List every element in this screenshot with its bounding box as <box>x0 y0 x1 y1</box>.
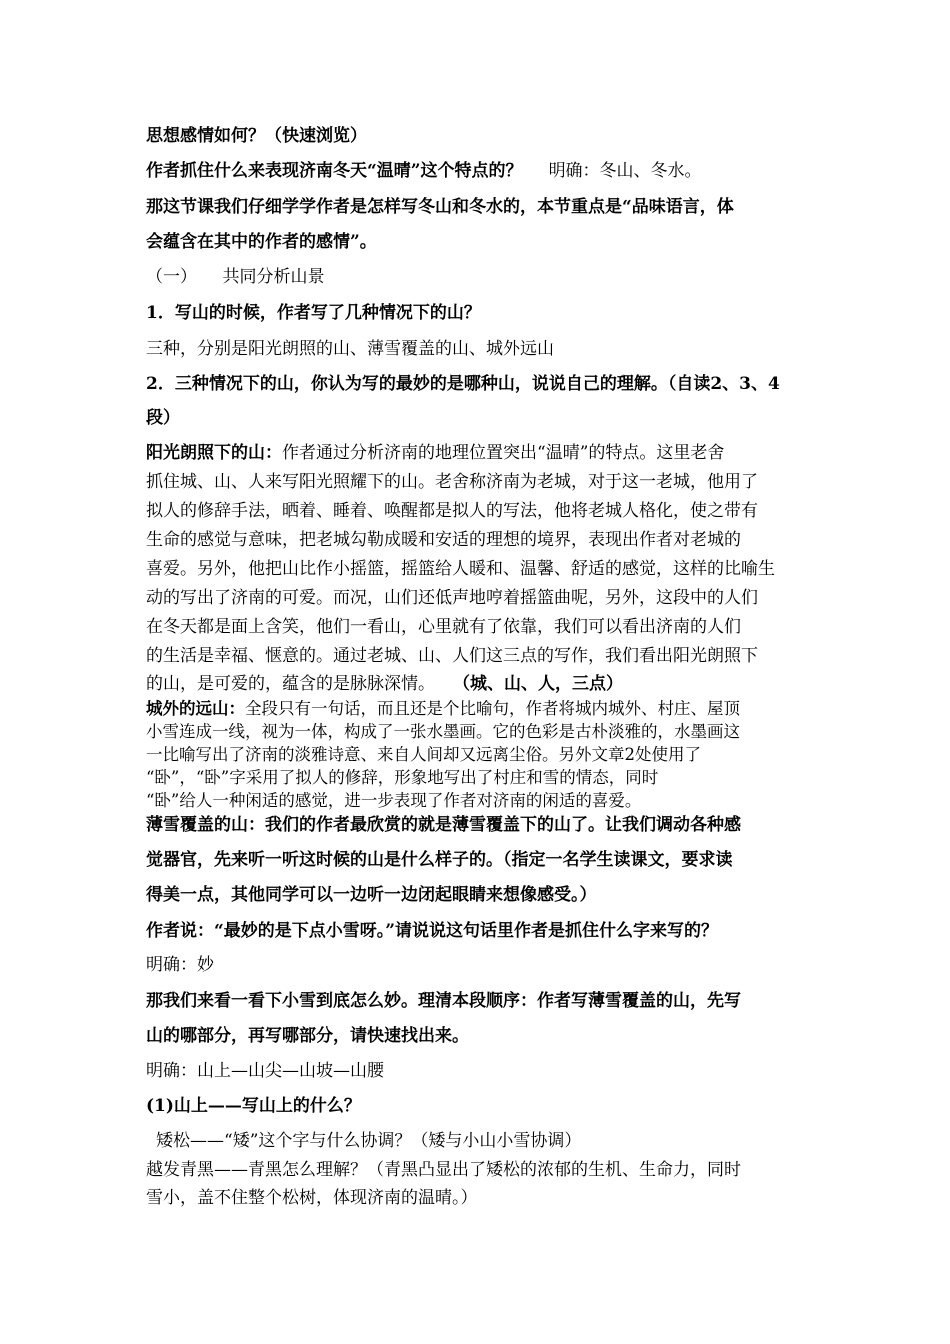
line-q2-cont: 段） <box>146 408 180 428</box>
line-q1: 1．写山的时候，作者写了几种情况下的山？ <box>146 303 481 323</box>
para-sunny-mountain-2: 抓住城、山、人来写阳光照耀下的山。老舍称济南为老城，对于这一老城，他用了 <box>146 472 758 492</box>
para-far-mountain-4: “卧”，“卧”字采用了拟人的修辞，形象地写出了村庄和雪的情态，同时 <box>146 768 659 787</box>
line-answer-miao: 明确：妙 <box>146 955 214 975</box>
line-lesson-focus-2: 会蕴含在其中的作者的感情”。 <box>146 232 377 252</box>
line-qinghei-1: 越发青黑——青黑怎么理解？（青黑凸显出了矮松的浓郁的生机、生命力，同时 <box>146 1160 741 1180</box>
line-q1-answer: 三种，分别是阳光朗照的山、薄雪覆盖的山、城外远山 <box>146 339 554 359</box>
line-q2: 2．三种情况下的山，你认为写的最妙的是哪种山，说说自己的理解。（自读2、3、4 <box>146 374 780 394</box>
para-sunny-mountain-1 <box>146 441 724 465</box>
line-question-feature <box>146 159 702 183</box>
line-lesson-focus-1: 那这节课我们仔细学学作者是怎样写冬山和冬水的，本节重点是“品味语言，体 <box>146 197 734 217</box>
line-order-question-2: 山的哪部分，再写哪部分，请快速找出来。 <box>146 1026 469 1046</box>
line-order-question-1: 那我们来看一看下小雪到底怎么妙。理清本段顺序：作者写薄雪覆盖的山，先写 <box>146 991 741 1011</box>
para-far-text: 全段只有一句话，而且还是个比喻句，作者将城内城外、村庄、屋顶 <box>245 699 740 718</box>
line-dwarf-pine: 矮松——“矮”这个字与什么协调？（矮与小山小雪协调） <box>156 1131 582 1151</box>
para-sunny-text: 作者通过分析济南的地理位置突出“温晴”的特点。这里老舍 <box>282 443 725 463</box>
para-sunny-mountain-9 <box>146 672 623 696</box>
para-sunny-heading: 阳光朗照下的山： <box>146 443 282 463</box>
line-author-quote: 作者说：“最妙的是下点小雪呀。”请说说这句话里作者是抓住什么字来写的？ <box>146 921 719 941</box>
para-sunny-end: 的山，是可爱的，蕴含的是脉脉深情。 <box>146 674 435 694</box>
answer-text: 明确：冬山、冬水。 <box>548 161 702 181</box>
line-qinghei-2: 雪小，盖不住整个松树，体现济南的温晴。） <box>146 1188 478 1208</box>
para-snow-mountain-3: 得美一点，其他同学可以一边听一边闭起眼睛来想像感受。） <box>146 885 597 905</box>
line-question-feeling: 思想感情如何？（快速浏览） <box>146 126 367 146</box>
para-sunny-mountain-5: 喜爱。另外，他把山比作小摇篮，摇篮给人暖和、温馨、舒适的感觉，这样的比喻生 <box>146 559 775 579</box>
question-text: 作者抓住什么来表现济南冬天“温晴”这个特点的？ <box>146 161 523 181</box>
para-sunny-mountain-6: 动的写出了济南的可爱。而况，山们还低声地哼着摇篮曲呢，另外，这段中的人们 <box>146 588 758 608</box>
para-sunny-summary: （城、山、人，三点） <box>453 674 623 694</box>
para-sunny-mountain-8: 的生活是幸福、惬意的。通过老城、山、人们这三点的写作，我们看出阳光朗照下 <box>146 646 758 666</box>
para-far-mountain-3: 一比喻写出了济南的淡雅诗意、来自人间却又远离尘俗。另外文章2处使用了 <box>146 745 701 764</box>
para-far-mountain-1 <box>146 697 740 721</box>
line-order-answer: 明确：山上—山尖—山坡—山腰 <box>146 1061 384 1081</box>
para-sunny-mountain-4: 生命的感觉与意味，把老城勾勒成暖和安适的理想的境界，表现出作者对老城的 <box>146 530 741 550</box>
para-sunny-mountain-3: 拟人的修辞手法，晒着、睡着、唤醒都是拟人的写法，他将老城人格化，使之带有 <box>146 501 758 521</box>
para-far-heading: 城外的远山： <box>146 699 245 718</box>
para-far-mountain-2: 小雪连成一线，视为一体，构成了一张水墨画。它的色彩是古朴淡雅的，水墨画这 <box>146 722 740 741</box>
para-snow-mountain-1: 薄雪覆盖的山：我们的作者最欣赏的就是薄雪覆盖下的山了。让我们调动各种感 <box>146 815 741 835</box>
line-sub-question-1: (1)山上——写山上的什么？ <box>146 1096 361 1116</box>
section-heading-mountain: （一） 共同分析山景 <box>146 267 325 287</box>
para-far-mountain-5: “卧”给人一种闲适的感觉，进一步表现了作者对济南的闲适的喜爱。 <box>146 791 642 810</box>
para-sunny-mountain-7: 在冬天都是面上含笑，他们一看山，心里就有了依靠，我们可以看出济南的人们 <box>146 617 741 637</box>
para-snow-mountain-2: 觉器官，先来听一听这时候的山是什么样子的。（指定一名学生读课文，要求读 <box>146 850 733 870</box>
